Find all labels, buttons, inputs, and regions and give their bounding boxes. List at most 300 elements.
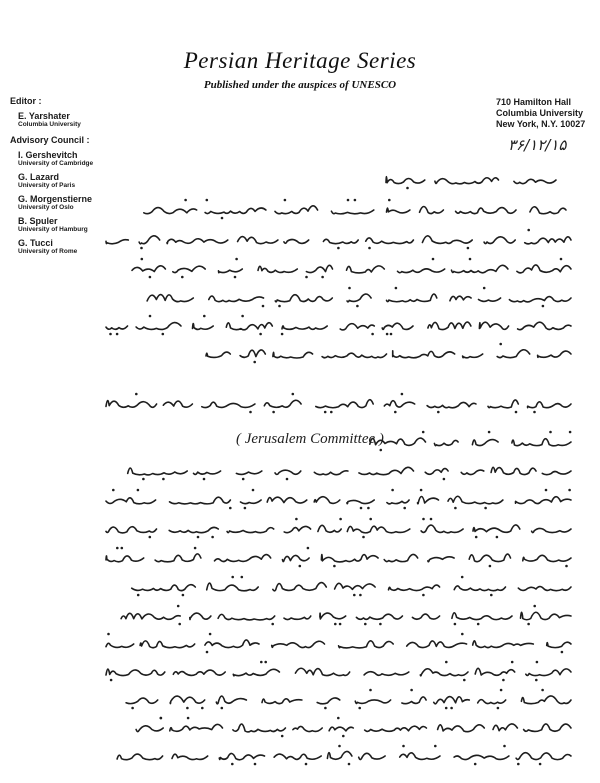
handwriting-word-stroke [347, 266, 385, 273]
handwriting-word-stroke [314, 471, 348, 475]
handwriting-word-stroke [215, 555, 271, 562]
handwriting-word-stroke [347, 500, 374, 504]
handwriting-dot [121, 547, 124, 550]
handwriting-word-stroke [293, 726, 322, 731]
handwriting-dot [231, 763, 234, 766]
handwriting-dot [560, 258, 563, 261]
handwriting-dot [497, 707, 500, 710]
handwriting-word-stroke [227, 528, 274, 533]
handwriting-dot [321, 276, 324, 279]
handwriting-dot [517, 763, 520, 766]
handwriting-dot [160, 717, 163, 720]
handwriting-word-stroke [106, 240, 128, 244]
handwriting-dot [244, 507, 247, 510]
handwriting-word-stroke [512, 439, 571, 446]
handwriting-word-stroke [364, 672, 409, 676]
handwriting-dot [109, 333, 112, 336]
handwriting-dot [182, 594, 185, 597]
handwriting-word-stroke [218, 614, 275, 620]
handwriting-dot [209, 633, 212, 636]
handwriting-word-stroke [382, 323, 413, 329]
council-member-affiliation: University of Cambridge [18, 160, 94, 167]
handwriting-dot [354, 199, 357, 202]
handwriting-dot [206, 651, 209, 654]
handwriting-word-stroke [398, 269, 445, 273]
handwriting-word-stroke [321, 555, 378, 562]
handwriting-dot [333, 565, 336, 568]
handwriting-word-stroke [193, 324, 214, 330]
handwriting-word-stroke [427, 402, 476, 407]
handwriting-word-stroke [428, 557, 454, 562]
handwriting-word-stroke [241, 500, 262, 504]
handwriting-dot [295, 518, 298, 521]
handwriting-dot [463, 679, 466, 682]
handwriting-word-stroke [209, 296, 264, 302]
handwriting-dot [353, 594, 356, 597]
handwriting-word-stroke [412, 614, 439, 619]
handwriting-dot [475, 536, 478, 539]
editor-heading: Editor : [10, 96, 42, 106]
handwriting-word-stroke [272, 641, 325, 647]
handwriting-word-stroke [438, 725, 485, 732]
handwriting-word-stroke [365, 726, 427, 731]
handwriting-dot [395, 287, 398, 290]
handwriting-dot [454, 507, 457, 510]
handwriting-word-stroke [493, 724, 517, 731]
handwriting-word-stroke [532, 528, 571, 532]
handwriting-word-stroke [356, 614, 402, 619]
handwriting-word-stroke [547, 642, 571, 647]
handwriting-dot [410, 689, 413, 692]
handwriting-dot [149, 315, 152, 318]
handwriting-dot [502, 679, 505, 682]
handwriting-dot [299, 565, 302, 568]
page-subtitle: Published under the auspices of UNESCO [203, 79, 397, 91]
council-member-affiliation: University of Oslo [18, 204, 74, 211]
handwriting-word-stroke [284, 239, 309, 243]
handwriting-dot [467, 247, 470, 250]
handwriting-word-stroke [202, 402, 255, 407]
handwriting-word-stroke [106, 669, 165, 675]
handwriting-word-stroke [106, 527, 157, 533]
inline-english-phrase: ( Jerusalem Committee ) [236, 431, 384, 447]
handwriting-dot [368, 247, 371, 250]
handwriting-word-stroke [387, 208, 410, 213]
handwriting-dot [474, 763, 477, 766]
handwriting-dot [131, 707, 134, 710]
handwriting-dot [461, 633, 464, 636]
handwriting-word-stroke [518, 322, 571, 329]
handwriting-word-stroke [518, 587, 571, 591]
handwriting-word-stroke [359, 753, 385, 759]
handwriting-dot [402, 745, 405, 748]
handwriting-dot [445, 661, 448, 664]
handwriting-dot [369, 689, 372, 692]
handwriting-dot [360, 507, 363, 510]
handwriting-word-stroke [339, 641, 394, 648]
handwriting-dot [347, 199, 350, 202]
handwriting-dot [403, 507, 406, 510]
handwriting-word-stroke [147, 295, 193, 302]
handwriting-dot [511, 661, 514, 664]
handwriting-word-stroke [402, 697, 426, 704]
editor-affiliation: Columbia University [18, 121, 81, 128]
handwriting-dot [162, 478, 165, 481]
handwriting-dot [137, 489, 140, 492]
page-title: Persian Heritage Series [183, 48, 417, 73]
handwriting-word-stroke [497, 350, 530, 358]
handwriting-word-stroke [329, 727, 353, 731]
handwriting-word-stroke [484, 237, 515, 244]
handwriting-dot [380, 449, 383, 452]
handwriting-dot [450, 707, 453, 710]
handwriting-dot [249, 411, 252, 414]
handwriting-dot [461, 576, 464, 579]
handwriting-word-stroke [170, 696, 205, 704]
handwriting-dot [206, 199, 209, 202]
handwriting-word-stroke [434, 440, 458, 445]
handwriting-word-stroke [359, 467, 414, 474]
handwriting-dot [422, 431, 425, 434]
handwriting-word-stroke [509, 297, 571, 302]
handwriting-dot [391, 489, 394, 492]
handwriting-word-stroke [387, 500, 409, 504]
handwriting-word-stroke [516, 753, 571, 760]
handwriting-word-stroke [284, 526, 310, 532]
handwriting-dot [420, 489, 423, 492]
handwriting-dot [272, 411, 275, 414]
handwriting-dot [390, 333, 393, 336]
handwriting-word-stroke [284, 616, 311, 620]
handwriting-word-stroke [132, 585, 196, 591]
handwriting-word-stroke [407, 641, 467, 648]
handwriting-dot [541, 689, 544, 692]
handwriting-dot [469, 258, 472, 261]
handwriting-word-stroke [316, 400, 373, 408]
handwriting-dot [542, 305, 545, 308]
handwriting-word-stroke [456, 208, 516, 214]
handwriting-word-stroke [236, 471, 261, 474]
handwriting-word-stroke [117, 754, 163, 760]
handwriting-word-stroke [514, 179, 556, 183]
handwriting-dot [337, 247, 340, 250]
handwriting-dot [229, 507, 232, 510]
handwriting-dot [394, 411, 397, 414]
handwriting-word-stroke [452, 265, 508, 272]
handwriting-word-stroke [418, 496, 439, 503]
council-member-affiliation: University of Hamburg [18, 226, 88, 233]
handwriting-word-stroke [538, 351, 571, 357]
handwriting-dot [234, 276, 237, 279]
handwriting-word-stroke [384, 554, 418, 561]
handwriting-dot [430, 518, 433, 521]
handwriting-dot [388, 199, 391, 202]
handwriting-dot [260, 661, 263, 664]
handwriting-dot [490, 594, 493, 597]
handwriting-word-stroke [282, 555, 309, 561]
address-line: New York, N.Y. 10027 [496, 119, 586, 129]
handwriting-word-stroke [167, 239, 228, 244]
handwriting-word-stroke [233, 669, 279, 676]
handwriting-word-stroke [461, 470, 484, 474]
handwriting-dot [221, 707, 224, 710]
handwriting-word-stroke [454, 586, 505, 591]
handwriting-dot [149, 276, 152, 279]
handwriting-word-stroke [521, 612, 572, 620]
handwriting-word-stroke [317, 698, 340, 704]
handwriting-dot [569, 431, 572, 434]
handwriting-dot [264, 661, 267, 664]
handwriting-word-stroke [523, 555, 571, 561]
handwriting-word-stroke [128, 468, 188, 475]
council-member-name: I. Gershevitch [18, 150, 78, 160]
handwriting-dot [235, 258, 238, 261]
handwriting-word-stroke [169, 527, 218, 532]
handwriting-dot [278, 305, 281, 308]
handwriting-word-stroke [479, 322, 508, 329]
handwriting-word-stroke [163, 401, 192, 407]
handwriting-word-stroke [366, 238, 414, 244]
handwriting-word-stroke [530, 207, 566, 214]
handwriting-dot [259, 333, 262, 336]
handwriting-dot [359, 594, 362, 597]
council-heading: Advisory Council : [10, 135, 90, 145]
handwriting-word-stroke [347, 526, 410, 533]
handwriting-dot [253, 361, 256, 364]
handwriting-word-stroke [434, 697, 470, 704]
handwriting-dot [137, 594, 140, 597]
handwriting-word-stroke [525, 237, 571, 244]
handwriting-word-stroke [190, 613, 211, 619]
handwriting-word-stroke [306, 265, 332, 272]
handwriting-dot [422, 518, 425, 521]
handwriting-word-stroke [173, 266, 205, 272]
handwriting-word-stroke [347, 294, 371, 302]
handwriting-dot [142, 478, 145, 481]
handwritten-letter-body [86, 168, 576, 768]
handwriting-dot [162, 333, 165, 336]
handwriting-dot [201, 707, 204, 710]
handwriting-word-stroke [473, 525, 520, 532]
handwriting-word-stroke [435, 178, 499, 184]
council-member-affiliation: University of Paris [18, 182, 76, 189]
handwriting-word-stroke [275, 206, 318, 214]
handwriting-dot [281, 333, 284, 336]
council-member-affiliation: University of Rome [18, 248, 78, 255]
handwriting-word-stroke [318, 525, 341, 532]
handwriting-word-stroke [384, 401, 414, 407]
handwriting-word-stroke [170, 724, 223, 731]
handwriting-dot [231, 576, 234, 579]
handwriting-dot [305, 276, 308, 279]
handwriting-word-stroke [273, 583, 327, 591]
handwriting-word-stroke [273, 352, 313, 358]
handwriting-word-stroke [521, 696, 571, 704]
handwriting-dot [324, 411, 327, 414]
handwriting-dot [286, 478, 289, 481]
handwriting-word-stroke [322, 353, 386, 358]
handwriting-word-stroke [132, 266, 165, 272]
handwriting-word-stroke [389, 585, 440, 590]
handwriting-dot [535, 679, 538, 682]
handwriting-word-stroke [524, 724, 571, 732]
handwriting-dot [437, 411, 440, 414]
handwriting-dot [324, 707, 327, 710]
handwriting-word-stroke [258, 266, 297, 272]
handwriting-dot [432, 258, 435, 261]
handwriting-word-stroke [267, 497, 307, 503]
editor-name: E. Yarshater [18, 111, 70, 121]
handwriting-dot [307, 547, 310, 550]
handwriting-word-stroke [172, 754, 208, 759]
handwritten-date: ۳۶/۱۲/۱۵ [508, 136, 567, 154]
handwriting-word-stroke [226, 323, 272, 330]
handwriting-word-stroke [400, 753, 440, 760]
council-member-name: G. Tucci [18, 238, 53, 248]
handwriting-word-stroke [425, 469, 448, 475]
handwriting-dot [178, 623, 181, 626]
handwriting-dot [339, 623, 342, 626]
handwriting-word-stroke [472, 440, 498, 446]
handwriting-dot [338, 745, 341, 748]
handwriting-word-stroke [420, 206, 444, 213]
handwriting-svg [86, 168, 576, 768]
handwriting-word-stroke [516, 497, 572, 504]
handwriting-dot [358, 707, 361, 710]
handwriting-dot [356, 305, 359, 308]
handwriting-dot [348, 763, 351, 766]
handwriting-dot [305, 763, 308, 766]
handwriting-dot [184, 199, 187, 202]
handwriting-dot [281, 735, 284, 738]
handwriting-dot [565, 565, 568, 568]
handwriting-dot [483, 287, 486, 290]
handwriting-word-stroke [452, 613, 512, 620]
handwriting-dot [362, 536, 365, 539]
handwriting-dot [262, 305, 265, 308]
handwriting-dot [334, 623, 337, 626]
handwriting-dot [342, 735, 345, 738]
handwriting-dot [515, 411, 518, 414]
handwriting-word-stroke [422, 236, 472, 244]
handwriting-dot [116, 333, 119, 336]
handwriting-dot [369, 518, 372, 521]
handwriting-dot [211, 536, 214, 539]
handwriting-word-stroke [136, 726, 163, 732]
handwriting-dot [454, 623, 457, 626]
handwriting-word-stroke [478, 700, 506, 704]
handwriting-word-stroke [450, 296, 471, 301]
council-member-name: B. Spuler [18, 216, 58, 226]
handwriting-word-stroke [207, 583, 259, 591]
handwriting-dot [539, 763, 542, 766]
council-member-name: G. Morgenstierne [18, 194, 93, 204]
address-line: 710 Hamilton Hall [496, 97, 572, 107]
handwriting-word-stroke [463, 354, 483, 358]
handwriting-dot [271, 623, 274, 626]
handwriting-dot [348, 287, 351, 290]
handwriting-word-stroke [170, 497, 231, 504]
handwriting-word-stroke [386, 177, 425, 184]
handwriting-dot [445, 707, 448, 710]
handwriting-word-stroke [491, 467, 536, 474]
handwriting-word-stroke [473, 641, 534, 648]
handwriting-dot [292, 393, 295, 396]
handwriting-word-stroke [262, 699, 302, 704]
handwriting-word-stroke [140, 641, 195, 648]
handwriting-dot [330, 411, 333, 414]
handwriting-dot [484, 507, 487, 510]
handwriting-dot [107, 633, 110, 636]
handwriting-dot [499, 343, 502, 346]
handwriting-word-stroke [469, 554, 510, 562]
handwriting-word-stroke [219, 753, 264, 759]
council-member-name: G. Lazard [18, 172, 60, 182]
handwriting-word-stroke [106, 556, 144, 562]
handwriting-dot [221, 217, 224, 220]
handwriting-word-stroke [488, 400, 518, 408]
handwriting-dot [203, 315, 206, 318]
handwriting-word-stroke [240, 350, 265, 357]
mailing-address [496, 97, 596, 130]
handwriting-dot [549, 431, 552, 434]
handwriting-dot [533, 411, 536, 414]
handwriting-dot [197, 536, 200, 539]
handwriting-word-stroke [517, 265, 571, 273]
handwriting-dot [477, 623, 480, 626]
handwriting-dot [181, 276, 184, 279]
handwriting-word-stroke [479, 298, 501, 301]
handwriting-word-stroke [219, 269, 243, 273]
handwriting-word-stroke [526, 669, 571, 676]
handwriting-dot [339, 518, 342, 521]
handwriting-dot [443, 478, 446, 481]
handwriting-dot [187, 717, 190, 720]
handwriting-word-stroke [428, 322, 471, 330]
handwriting-word-stroke [216, 696, 246, 704]
handwriting-dot [568, 489, 571, 492]
handwriting-dot [489, 565, 492, 568]
handwriting-word-stroke [420, 669, 468, 676]
handwriting-dot [434, 745, 437, 748]
handwriting-word-stroke [528, 402, 571, 408]
handwriting-word-stroke [448, 496, 503, 504]
handwriting-dot [140, 247, 143, 250]
handwriting-dot [241, 315, 244, 318]
handwriting-word-stroke [421, 525, 463, 533]
handwriting-word-stroke [393, 351, 455, 358]
handwriting-dot [401, 393, 404, 396]
handwriting-dot [561, 651, 564, 654]
handwriting-dot [337, 717, 340, 720]
handwriting-dot [203, 478, 206, 481]
handwriting-word-stroke [106, 326, 128, 329]
handwriting-dot [488, 431, 491, 434]
address-line: Columbia University [496, 108, 584, 118]
handwriting-dot [422, 594, 425, 597]
handwriting-word-stroke [126, 698, 158, 704]
handwriting-dot [252, 489, 255, 492]
handwriting-word-stroke [155, 554, 201, 562]
handwriting-word-stroke [274, 754, 321, 759]
handwriting-dot [112, 489, 115, 492]
editor-entry [18, 111, 130, 129]
handwriting-word-stroke [206, 352, 230, 357]
handwriting-word-stroke [340, 324, 374, 330]
handwriting-dot [500, 689, 503, 692]
handwriting-word-stroke [295, 668, 349, 675]
handwriting-dot [116, 547, 119, 550]
